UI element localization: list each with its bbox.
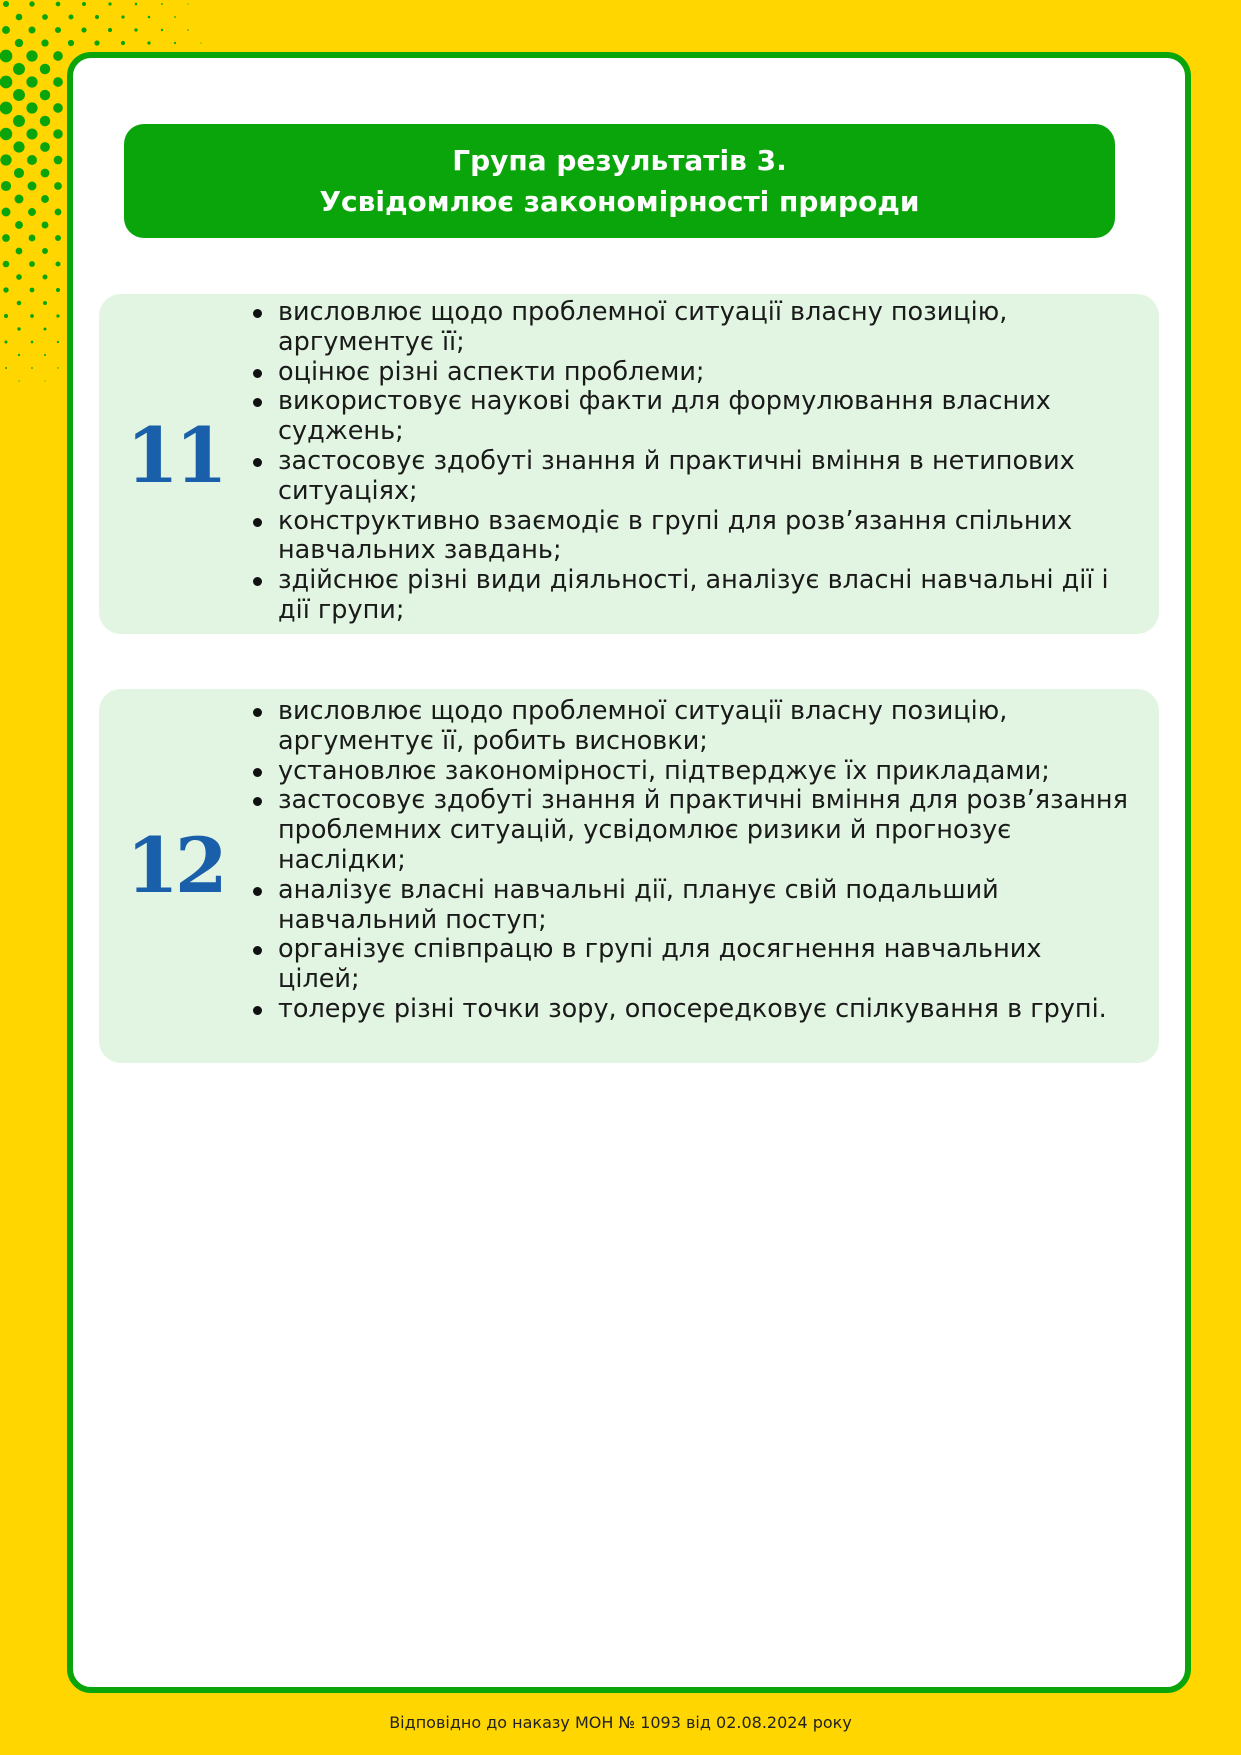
bullet-icon xyxy=(253,768,262,777)
bullet-icon xyxy=(253,708,262,717)
section-title-line1: Група результатів 3. xyxy=(452,144,787,177)
bullet-icon xyxy=(253,398,262,407)
list-item: оцінює різні аспекти проблеми; xyxy=(278,358,1128,388)
list-item: організує співпрацю в групі для досягнення навчальних цілей; xyxy=(278,935,1128,995)
level-card-11 xyxy=(99,294,1159,634)
grade-number-11: 11 xyxy=(126,411,224,500)
section-title-banner xyxy=(124,124,1115,238)
bullet-icon xyxy=(253,309,262,318)
list-item: використовує наукові факти для формулювання власних суджень; xyxy=(278,387,1128,447)
bullet-icon xyxy=(253,1006,262,1015)
criteria-list xyxy=(278,697,1128,1025)
bullet-icon xyxy=(253,946,262,955)
grade-number-12: 12 xyxy=(126,821,224,910)
list-item: застосовує здобуті знання й практичні вміння в нетипових ситуаціях; xyxy=(278,447,1128,507)
bullet-icon xyxy=(253,887,262,896)
list-item: конструктивно взаємодіє в групі для розв’язання спільних навчальних завдань; xyxy=(278,507,1128,567)
list-item: висловлює щодо проблемної ситуації власну позицію, аргументує її; xyxy=(278,298,1128,358)
bullet-icon xyxy=(253,577,262,586)
section-title-line2: Усвідомлює закономірності природи xyxy=(319,185,920,218)
bullet-icon xyxy=(253,518,262,527)
bullet-icon xyxy=(253,797,262,806)
list-item: висловлює щодо проблемної ситуації власну позицію, аргументує її, робить висновки; xyxy=(278,697,1128,757)
list-item: установлює закономірності, підтверджує їх прикладами; xyxy=(278,757,1128,787)
list-item: аналізує власні навчальні дії, планує свій подальший навчальний поступ; xyxy=(278,876,1128,936)
footer-note: Відповідно до наказу МОН № 1093 від 02.08.2024 року xyxy=(389,1713,852,1732)
list-item: толерує різні точки зору, опосередковує спілкування в групі. xyxy=(278,995,1128,1025)
bullet-icon xyxy=(253,458,262,467)
level-card-12 xyxy=(99,689,1159,1063)
list-item: здійснює різні види діяльності, аналізує власні навчальні дії і дії групи; xyxy=(278,566,1128,626)
bullet-icon xyxy=(253,369,262,378)
list-item: застосовує здобуті знання й практичні вміння для розв’язання проблемних ситуацій, усвідомлює ризики й прогнозує наслідки; xyxy=(278,786,1128,875)
criteria-list xyxy=(278,298,1128,626)
